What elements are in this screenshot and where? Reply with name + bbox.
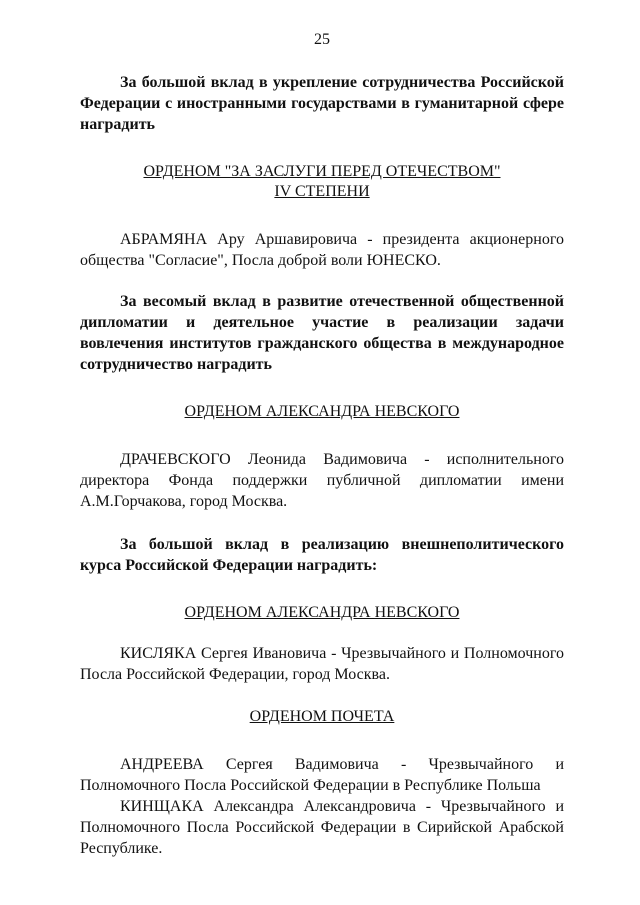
order-title-line: ОРДЕНОМ АЛЕКСАНДРА НЕВСКОГО xyxy=(184,403,460,420)
page-number: 25 xyxy=(314,31,330,48)
award-section-intro: За большой вклад в реализацию внешнеполитического курса Российской Федерации наградить: xyxy=(80,536,564,574)
recipient-entry: АНДРЕЕВА Сергея Вадимовича - Чрезвычайного и Полномочного Посла Российской Федерации в Республике Польша xyxy=(80,756,564,794)
award-section-intro: За большой вклад в укрепление сотрудничества Российской Федерации с иностранными государствами в гуманитарной сфере наградить xyxy=(80,74,564,133)
award-section-intro: За весомый вклад в развитие отечественной общественной дипломатии и деятельное участие в реализации задачи вовлечения институтов гражданского общества в международное сотрудничество наградить xyxy=(80,293,564,373)
order-title-line: ОРДЕНОМ "ЗА ЗАСЛУГИ ПЕРЕД ОТЕЧЕСТВОМ" xyxy=(143,163,501,180)
document-page xyxy=(80,30,564,859)
order-title-line: ОРДЕНОМ АЛЕКСАНДРА НЕВСКОГО xyxy=(184,604,460,621)
recipient-entry: ДРАЧЕВСКОГО Леонида Вадимовича - исполнительного директора Фонда поддержки публичной дипломатии имени А.М.Горчакова, город Москва. xyxy=(80,451,564,510)
recipient-entry: АБРАМЯНА Ару Аршавировича - президента акционерного общества "Согласие", Посла доброй воли ЮНЕСКО. xyxy=(80,231,564,269)
order-title-line: IV СТЕПЕНИ xyxy=(274,183,370,200)
order-title-line: ОРДЕНОМ ПОЧЕТА xyxy=(249,708,395,725)
recipient-entry: КИСЛЯКА Сергея Ивановича - Чрезвычайного и Полномочного Посла Российской Федерации, город Москва. xyxy=(80,645,564,683)
order-title xyxy=(80,162,564,202)
order-title xyxy=(80,402,564,422)
recipient-entry: КИНЩАКА Александра Александровича - Чрезвычайного и Полномочного Посла Российской Федерации в Сирийской Арабской Республике. xyxy=(80,798,564,857)
order-title xyxy=(80,707,564,727)
order-title xyxy=(80,603,564,623)
